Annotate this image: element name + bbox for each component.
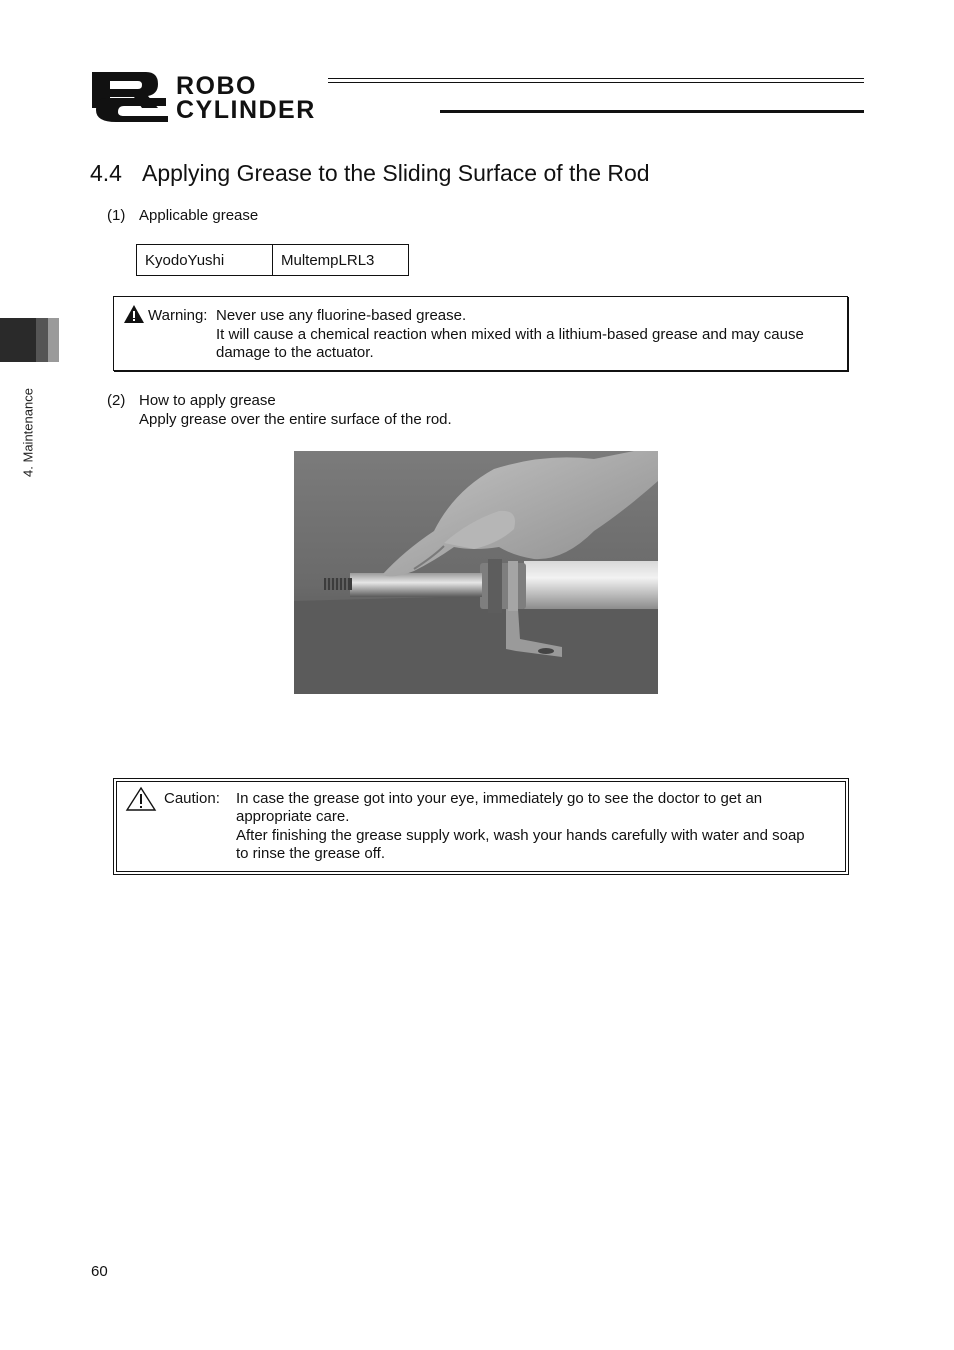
item1-number: (1): [107, 207, 126, 224]
warning-line-1: Never use any fluorine-based grease.: [216, 307, 467, 324]
warning-triangle-icon: [123, 304, 145, 324]
item2-heading-text: How to apply grease: [139, 392, 276, 409]
item1-heading-text: Applicable grease: [139, 207, 259, 224]
header-rule-thick: [440, 110, 864, 113]
grease-product-cell: MultempLRL3: [273, 245, 409, 276]
caution-line-1: In case the grease got into your eye, immediately go to see the doctor to get an: [236, 790, 763, 807]
page-number: 60: [91, 1263, 108, 1280]
caution-triangle-icon: [125, 786, 157, 812]
section-title: [90, 160, 650, 187]
logo-robo-text: ROBO: [176, 72, 257, 100]
chapter-tab-dark: [0, 318, 36, 362]
chapter-tab-light: [48, 318, 59, 362]
item2-body: Apply grease over the entire surface of the rod.: [139, 411, 452, 428]
grease-application-photo: [294, 451, 658, 694]
header-rule-thin-bottom: [328, 82, 864, 83]
grease-maker-cell: KyodoYushi: [137, 245, 273, 276]
caution-line-2: appropriate care.: [236, 808, 350, 825]
table-row: [137, 245, 409, 276]
chapter-side-label: 4. Maintenance: [20, 388, 36, 477]
warning-label: Warning:: [148, 307, 208, 324]
grease-table: [136, 244, 409, 276]
logo-cylinder-text: CYLINDER: [176, 96, 316, 124]
section-number: 4.4: [90, 160, 122, 186]
warning-line-3: damage to the actuator.: [216, 344, 374, 361]
item1-heading: [107, 207, 258, 224]
caution-line-4: to rinse the grease off.: [236, 845, 385, 862]
header-rule-thin-top: [328, 78, 864, 79]
item2-number: (2): [107, 392, 126, 409]
section-title-text: Applying Grease to the Sliding Surface of the Rod: [142, 160, 650, 186]
item2-heading: [107, 392, 276, 409]
caution-label: Caution:: [164, 790, 220, 807]
caution-line-3: After finishing the grease supply work, wash your hands carefully with water and soap: [236, 827, 805, 844]
warning-line-2: It will cause a chemical reaction when mixed with a lithium-based grease and may cause: [216, 326, 804, 343]
chapter-tab-mid: [36, 318, 48, 362]
